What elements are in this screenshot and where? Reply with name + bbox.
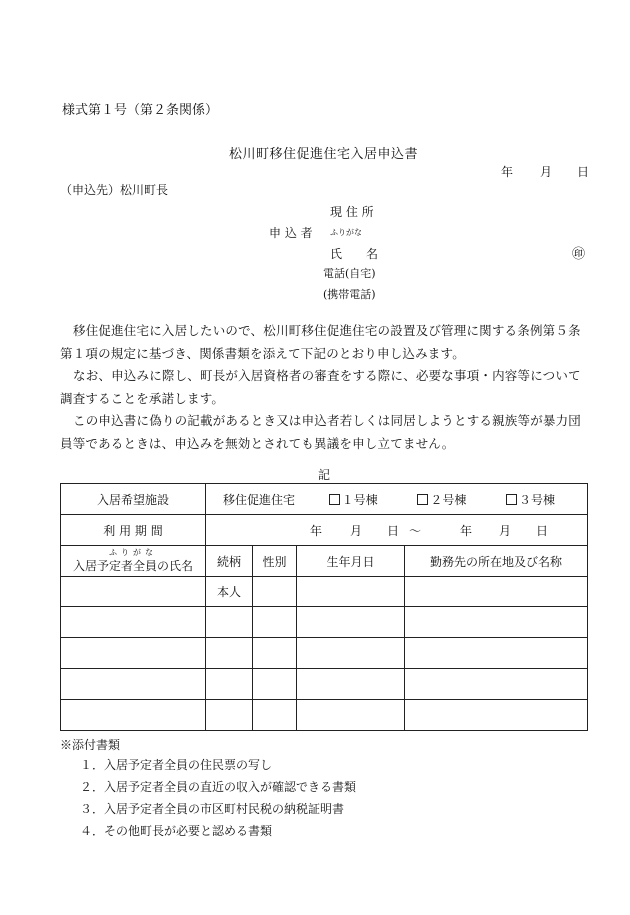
attachment-item: ２．入居予定者全員の直近の収入が確認できる書類 bbox=[80, 780, 357, 794]
header-work: 勤務先の所在地及び名称 bbox=[405, 546, 588, 577]
birth-cell[interactable] bbox=[297, 607, 405, 638]
applicant-label: 申 込 者 bbox=[269, 226, 313, 240]
name-cell[interactable] bbox=[61, 577, 206, 607]
paragraph-2: なお、申込みに際し、町長が入居資格者の審査をする際に、必要な事項・内容等について調査することを承諾します。 bbox=[60, 368, 581, 406]
application-table bbox=[60, 483, 588, 731]
facility-options bbox=[206, 484, 588, 515]
header-sex: 性別 bbox=[253, 546, 297, 577]
period-day2: 日 bbox=[536, 524, 549, 538]
facility-label: 入居希望施設 bbox=[61, 484, 206, 515]
work-cell[interactable] bbox=[405, 700, 588, 731]
name-label: 氏 名 bbox=[330, 247, 379, 261]
relation-cell: 本人 bbox=[206, 577, 253, 607]
birth-cell[interactable] bbox=[297, 638, 405, 669]
birth-cell[interactable] bbox=[297, 669, 405, 700]
sex-cell[interactable] bbox=[253, 700, 297, 731]
facility-name: 移住促進住宅 bbox=[223, 492, 296, 507]
name-cell[interactable] bbox=[61, 669, 206, 700]
sex-cell[interactable] bbox=[253, 669, 297, 700]
period-month2: 月 bbox=[499, 524, 512, 538]
furigana-label: ふりがな bbox=[330, 228, 362, 237]
option-2[interactable]: ２号棟 bbox=[417, 493, 466, 507]
period-day1: 日 bbox=[387, 524, 400, 538]
date-month: 月 bbox=[540, 165, 553, 179]
name-cell[interactable] bbox=[61, 700, 206, 731]
option-3[interactable]: ３号棟 bbox=[506, 493, 555, 507]
relation-cell[interactable] bbox=[206, 638, 253, 669]
checkbox-icon[interactable] bbox=[329, 494, 340, 505]
period-year1: 年 bbox=[310, 524, 323, 538]
sex-cell[interactable] bbox=[253, 607, 297, 638]
name-cell[interactable] bbox=[61, 638, 206, 669]
sex-cell[interactable] bbox=[253, 638, 297, 669]
seal-mark: ㊞ bbox=[572, 247, 586, 262]
header-name-text: 入居予定者全員の氏名 bbox=[72, 559, 193, 573]
date-year: 年 bbox=[501, 165, 514, 179]
table-row bbox=[61, 669, 588, 700]
relation-cell[interactable] bbox=[206, 700, 253, 731]
declaration-text bbox=[60, 320, 590, 455]
relation-cell[interactable] bbox=[206, 669, 253, 700]
attachment-item: １．入居予定者全員の住民票の写し bbox=[80, 758, 273, 772]
address-label: 現 住 所 bbox=[330, 205, 374, 219]
birth-cell[interactable] bbox=[297, 700, 405, 731]
period-row bbox=[61, 515, 588, 546]
phone-mobile-label: (携帯電話) bbox=[323, 288, 376, 301]
table-row bbox=[61, 700, 588, 731]
date-day: 日 bbox=[577, 165, 590, 179]
relation-cell[interactable] bbox=[206, 607, 253, 638]
period-field[interactable] bbox=[206, 515, 588, 546]
facility-row bbox=[61, 484, 588, 515]
name-cell[interactable] bbox=[61, 607, 206, 638]
header-birth: 生年月日 bbox=[297, 546, 405, 577]
table-row bbox=[61, 607, 588, 638]
attachments-heading: ※添付書類 bbox=[60, 738, 121, 752]
checkbox-icon[interactable] bbox=[506, 494, 517, 505]
phone-home-label: 電話(自宅) bbox=[323, 267, 376, 280]
attachment-item: ３．入居予定者全員の市区町村民税の納税証明書 bbox=[80, 802, 345, 816]
birth-cell[interactable] bbox=[297, 577, 405, 607]
table-row bbox=[61, 638, 588, 669]
page-title: 松川町移住促進住宅入居申込書 bbox=[229, 147, 419, 162]
work-cell[interactable] bbox=[405, 607, 588, 638]
addressee: （申込先）松川町長 bbox=[60, 183, 169, 197]
header-relation: 続柄 bbox=[206, 546, 253, 577]
ki-label: 記 bbox=[318, 468, 331, 482]
header-name-furigana: ふりがな bbox=[109, 548, 157, 557]
header-row bbox=[61, 546, 588, 577]
header-name bbox=[61, 546, 206, 577]
period-year2: 年 bbox=[460, 524, 473, 538]
work-cell[interactable] bbox=[405, 638, 588, 669]
option-1[interactable]: １号棟 bbox=[329, 493, 378, 507]
work-cell[interactable] bbox=[405, 669, 588, 700]
work-cell[interactable] bbox=[405, 577, 588, 607]
period-tilde: ～ bbox=[409, 524, 422, 538]
attachment-item: ４．その他町長が必要と認める書類 bbox=[80, 824, 273, 838]
table-row bbox=[61, 577, 588, 607]
checkbox-icon[interactable] bbox=[417, 494, 428, 505]
form-number: 様式第１号（第２条関係） bbox=[62, 103, 219, 118]
period-label: 利 用 期 間 bbox=[61, 515, 206, 546]
sex-cell[interactable] bbox=[253, 577, 297, 607]
paragraph-3: この申込書に偽りの記載があるとき又は申込者若しくは同居しようとする親族等が暴力団員等であるときは、申込みを無効とされても異議を申し立てません。 bbox=[60, 413, 582, 451]
period-month1: 月 bbox=[350, 524, 363, 538]
paragraph-1: 移住促進住宅に入居したいので、松川町移住促進住宅の設置及び管理に関する条例第５条第１項の規定に基づき、関係書類を添えて下記のとおり申し込みます。 bbox=[60, 323, 581, 361]
